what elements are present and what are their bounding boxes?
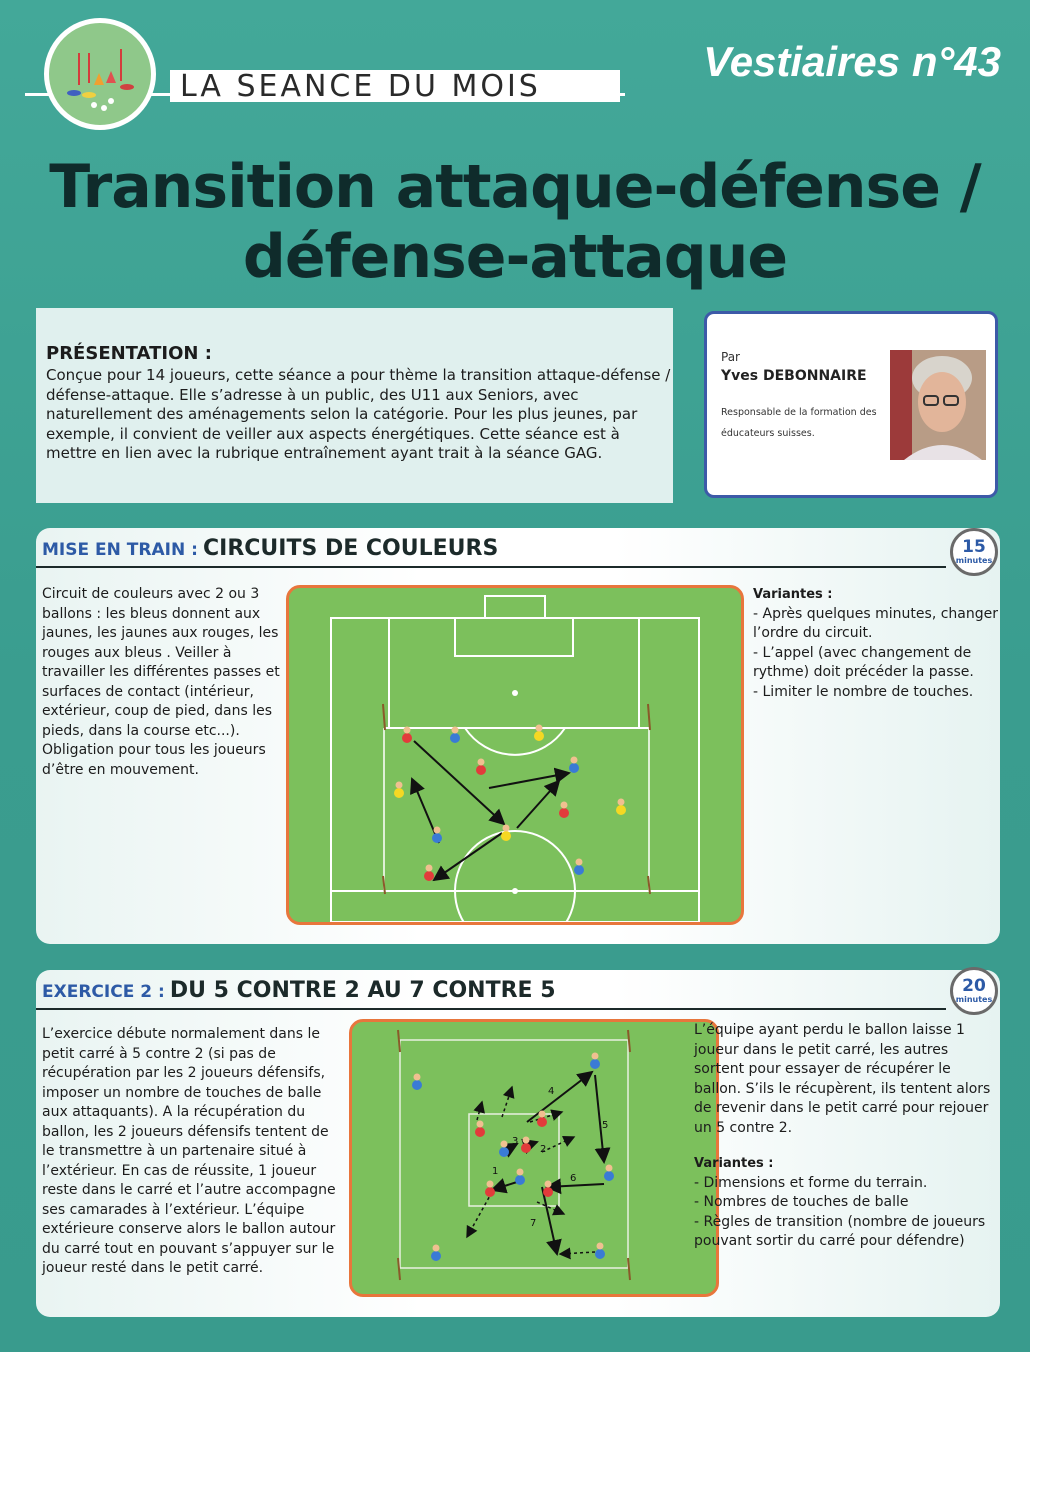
diagram-number: 4	[548, 1086, 555, 1097]
author-photo	[890, 350, 986, 460]
exercise2-description: L’exercice débute normalement dans le petit carré à 5 contre 2 (si pas de récupération par les 2 joueurs défensifs, imposer un nombre de touches de balle aux attaquants). A la récupération du ballon, les 2 joueurs défensifs tentent de le transmettre à un partenaire situé à l’extérieur. En cas de réussite, 1 joueur reste dans le carré et l’autre accompagne ses camarades à l’extérieur. L’équipe extérieure conserve alors le ballon autour du carré tout en pouvant s’appuyer sur le joueur resté dans le petit carré.	[42, 1026, 336, 1276]
exercise2-variant: - Nombres de touches de balle	[694, 1194, 909, 1210]
player-red	[559, 802, 569, 819]
exercise2-card	[36, 970, 1000, 1317]
exercise2-variant: - Règles de transition (nombre de joueurs pouvant sortir du carré pour défendre)	[694, 1213, 986, 1249]
presentation-heading: PRÉSENTATION :	[46, 343, 212, 364]
author-name: Yves DEBONNAIRE	[721, 368, 867, 384]
page-edge	[1030, 0, 1051, 1352]
warmup-variant: - Après quelques minutes, changer l’ordre du circuit.	[753, 605, 998, 641]
magazine-issue: Vestiaires n°43	[703, 38, 1001, 85]
diagram-number: 2	[540, 1144, 547, 1155]
timer-unit: minutes	[955, 995, 993, 1004]
timer-value: 15	[962, 537, 986, 557]
exercise2-diagram	[349, 1019, 719, 1297]
author-card	[704, 311, 998, 498]
author-by: Par	[721, 350, 740, 364]
presentation-box	[36, 308, 673, 503]
diagram-number: 3	[512, 1136, 519, 1147]
exercise2-variant: - Dimensions et forme du terrain.	[694, 1174, 928, 1191]
exercise2-title	[42, 978, 556, 1003]
player-blue	[604, 1165, 614, 1182]
player-yellow	[616, 799, 626, 816]
warmup-variants-title: Variantes :	[753, 587, 833, 602]
page-title-line1: Transition attaque-défense /	[49, 152, 981, 222]
section-label: LA SEANCE DU MOIS	[180, 69, 541, 104]
player-red	[424, 865, 434, 882]
exercise2-name: DU 5 CONTRE 2 AU 7 CONTRE 5	[169, 978, 556, 1003]
player-yellow	[394, 782, 404, 799]
warmup-rule	[36, 566, 946, 568]
diagram-number: 6	[570, 1173, 577, 1184]
exercise2-right-text	[694, 1021, 992, 1252]
page-title-line2: défense-attaque	[242, 222, 788, 292]
player-blue	[595, 1243, 605, 1260]
player-red	[543, 1181, 553, 1198]
timer-value: 20	[962, 976, 986, 996]
warmup-name: CIRCUITS DE COULEURS	[202, 536, 499, 561]
timer-icon	[950, 967, 998, 1015]
presentation-body: Conçue pour 14 joueurs, cette séance a pour thème la transition attaque-défense / défense-attaque. Elle s’adresse à un public, des U11 aux Seniors, avec naturellement des aménagements selon la catégorie. Pour les plus jeunes, par exemple, il convient de veiller aux aspects énergétiques. Cette séance est à mettre en lien avec la rubrique entraînement ayant trait à la séance GAG.	[46, 366, 671, 462]
player-blue	[499, 1141, 509, 1158]
diagram-number: 7	[530, 1218, 537, 1229]
exercise2-rule	[36, 1008, 946, 1010]
player-blue	[569, 757, 579, 774]
player-blue	[574, 859, 584, 876]
player-blue	[590, 1053, 600, 1070]
author-role: Responsable de la formation des éducateurs suisses.	[721, 407, 877, 439]
warmup-card	[36, 528, 1000, 944]
exercise2-transition-text: L’équipe ayant perdu le ballon laisse 1 joueur dans le petit carré, les autres sortent pour essayer de récupérer le ballon. S’ils le récupèrent, ils tentent alors de revenir dans le petit carré pour rejouer un 5 contre 2.	[694, 1022, 991, 1136]
player-blue	[412, 1074, 422, 1091]
warmup-variant: - L’appel (avec changement de rythme) doit précéder la passe.	[753, 644, 974, 680]
warmup-description: Circuit de couleurs avec 2 ou 3 ballons : les bleus donnent aux jaunes, les jaunes aux rouges, les rouges aux bleus . Veiller à travailler les différentes passes et surfaces de contact (intérieur, extérieur, coup de pied, dans les pieds, dans la course etc...). Obligation pour tous les joueurs d’être en mouvement.	[42, 586, 280, 778]
diagram-number: 1	[492, 1166, 499, 1177]
player-red	[521, 1137, 531, 1154]
exercise2-variants-title: Variantes :	[694, 1156, 774, 1171]
player-red	[475, 1121, 485, 1138]
player-red	[485, 1181, 495, 1198]
player-red	[476, 759, 486, 776]
player-yellow	[501, 825, 511, 842]
player-blue	[431, 1245, 441, 1262]
player-blue	[515, 1169, 525, 1186]
warmup-title	[42, 536, 498, 561]
timer-unit: minutes	[955, 556, 993, 565]
warmup-variant: - Limiter le nombre de touches.	[753, 683, 974, 700]
player-yellow	[534, 725, 544, 742]
warmup-label: MISE EN TRAIN	[42, 540, 186, 560]
warmup-colon: :	[185, 540, 198, 560]
warmup-variants	[753, 585, 998, 702]
exercise2-label: EXERCICE 2 :	[42, 982, 165, 1002]
timer-icon	[950, 528, 998, 576]
warmup-diagram	[286, 585, 744, 925]
training-logo-icon	[44, 18, 156, 130]
diagram-number: 5	[602, 1120, 609, 1131]
